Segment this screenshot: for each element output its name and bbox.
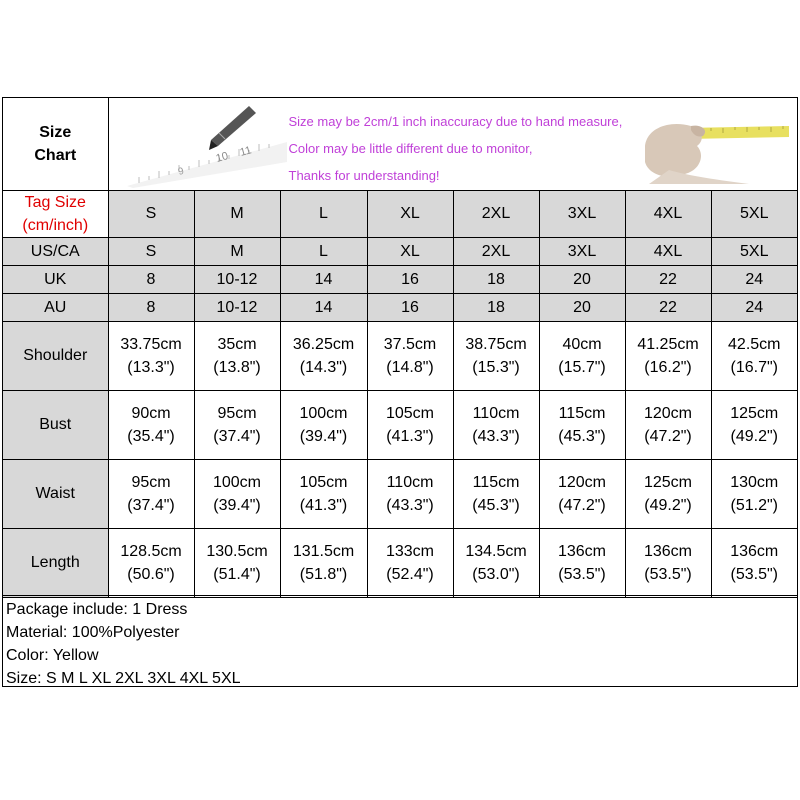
measurement-notes-banner xyxy=(108,98,797,190)
size-cell: 24 xyxy=(711,265,797,293)
measure-cell xyxy=(108,390,194,459)
measure-cell xyxy=(367,528,453,597)
size-cell: 20 xyxy=(539,293,625,321)
note-inaccuracy: Size may be 2cm/1 inch inaccuracy due to hand measure, xyxy=(288,114,623,129)
inch-value: (45.3") xyxy=(472,496,520,514)
size-list-text: Size: S M L XL 2XL 3XL 4XL 5XL xyxy=(6,670,241,687)
measure-cell xyxy=(280,459,367,528)
inch-value: (51.2") xyxy=(730,496,778,514)
inch-value: (41.3") xyxy=(386,427,434,445)
measure-cell xyxy=(453,459,539,528)
note-color: Color may be little different due to monitor, xyxy=(288,141,533,156)
cm-value: 133cm xyxy=(385,542,435,560)
inch-value: (49.2") xyxy=(644,496,692,514)
measure-cell xyxy=(280,390,367,459)
measure-cell xyxy=(280,321,367,390)
inch-value: (13.3") xyxy=(127,358,175,376)
cm-value: 110cm xyxy=(386,473,434,491)
measure-cell xyxy=(453,528,539,597)
measure-cell xyxy=(108,459,194,528)
size-cell: XL xyxy=(367,237,453,265)
region-row-au xyxy=(3,293,797,321)
measure-cell xyxy=(280,528,367,597)
package-include-text: Package include: 1 Dress xyxy=(6,601,188,618)
measurement-notes xyxy=(289,108,623,189)
measure-cell xyxy=(539,528,625,597)
cm-value: 136cm xyxy=(557,542,607,560)
inch-value: (47.2") xyxy=(558,496,606,514)
tag-size-label-line-2: (cm/inch) xyxy=(22,216,89,234)
size-cell: 22 xyxy=(625,265,711,293)
hand-measuring-tape-icon xyxy=(639,106,789,184)
measure-cell xyxy=(194,390,280,459)
measure-cell xyxy=(194,459,280,528)
size-cell: 5XL xyxy=(711,237,797,265)
size-cell: 3XL xyxy=(539,237,625,265)
inch-value: (53.5") xyxy=(558,565,606,583)
cm-value: 35cm xyxy=(217,335,257,353)
cm-value: 105cm xyxy=(299,473,348,491)
measure-cell xyxy=(453,390,539,459)
row-label: AU xyxy=(3,293,108,321)
measure-cell xyxy=(539,390,625,459)
cm-value: 90cm xyxy=(131,404,171,422)
cm-value: 120cm xyxy=(643,404,693,422)
inch-value: (37.4") xyxy=(127,496,175,514)
ruler-number-11: 11 xyxy=(238,144,253,159)
measure-cell xyxy=(711,321,797,390)
inch-value: (50.6") xyxy=(127,565,175,583)
cm-value: 95cm xyxy=(131,473,171,491)
row-label: Waist xyxy=(3,459,108,528)
measure-cell xyxy=(453,321,539,390)
measure-cell xyxy=(108,321,194,390)
cm-value: 36.25cm xyxy=(292,335,355,353)
cm-value: 131.5cm xyxy=(292,542,355,560)
measure-row-length xyxy=(3,528,797,597)
region-row-us-ca xyxy=(3,237,797,265)
inch-value: (39.4") xyxy=(213,496,261,514)
size-chart-sheet xyxy=(2,97,798,687)
cm-value: 130cm xyxy=(730,473,779,491)
row-label: Length xyxy=(3,528,108,597)
cm-value: 128.5cm xyxy=(120,542,182,560)
inch-value: (45.3") xyxy=(558,427,606,445)
inch-value: (13.8") xyxy=(213,358,261,376)
cm-value: 42.5cm xyxy=(728,335,781,353)
banner-row xyxy=(3,98,797,190)
cm-value: 40cm xyxy=(562,335,602,353)
tag-size-label xyxy=(3,190,108,237)
cm-value: 125cm xyxy=(730,404,779,422)
size-chart-title xyxy=(3,98,108,190)
measure-cell xyxy=(711,390,797,459)
cm-value: 115cm xyxy=(472,473,520,491)
row-label: Bust xyxy=(3,390,108,459)
inch-value: (47.2") xyxy=(644,427,692,445)
size-cell: 16 xyxy=(367,293,453,321)
size-cell: 18 xyxy=(453,265,539,293)
row-label: Shoulder xyxy=(3,321,108,390)
cm-value: 136cm xyxy=(730,542,779,560)
measure-cell xyxy=(194,528,280,597)
inch-value: (14.8") xyxy=(386,358,434,376)
ruler-number-10: 10 xyxy=(214,150,230,165)
size-cell: 24 xyxy=(711,293,797,321)
cm-value: 95cm xyxy=(217,404,257,422)
cm-value: 120cm xyxy=(557,473,607,491)
cm-value: 100cm xyxy=(212,473,262,491)
cm-value: 110cm xyxy=(472,404,520,422)
size-cell: 8 xyxy=(108,293,194,321)
inch-value: (16.7") xyxy=(730,358,778,376)
inch-value: (43.3") xyxy=(472,427,520,445)
measure-cell xyxy=(367,390,453,459)
pencil-ruler-icon xyxy=(119,102,289,188)
cm-value: 33.75cm xyxy=(120,335,182,353)
title-line-1: Size xyxy=(39,123,72,141)
tag-size-cell: 4XL xyxy=(625,190,711,237)
inch-value: (51.4") xyxy=(213,565,261,583)
tag-size-label-line-1: Tag Size xyxy=(24,193,86,211)
inch-value: (16.2") xyxy=(644,358,692,376)
row-label: US/CA xyxy=(3,237,108,265)
inch-value: (49.2") xyxy=(730,427,778,445)
size-cell: 10-12 xyxy=(194,293,280,321)
cm-value: 115cm xyxy=(558,404,606,422)
inch-value: (51.8") xyxy=(299,565,348,583)
measure-cell xyxy=(625,528,711,597)
size-cell: 16 xyxy=(367,265,453,293)
size-cell: 14 xyxy=(280,293,367,321)
size-cell: 18 xyxy=(453,293,539,321)
inch-value: (43.3") xyxy=(386,496,434,514)
note-thanks: Thanks for understanding! xyxy=(288,168,440,183)
measure-cell xyxy=(194,321,280,390)
cm-value: 130.5cm xyxy=(206,542,268,560)
tag-size-cell: 5XL xyxy=(711,190,797,237)
measure-row-waist xyxy=(3,459,797,528)
material-text: Material: 100%Polyester xyxy=(6,624,180,641)
inch-value: (39.4") xyxy=(299,427,348,445)
inch-value: (14.3") xyxy=(299,358,348,376)
size-chart-table xyxy=(3,98,797,598)
inch-value: (53.0") xyxy=(472,565,520,583)
measure-cell xyxy=(539,459,625,528)
inch-value: (15.3") xyxy=(472,358,520,376)
cm-value: 37.5cm xyxy=(383,335,437,353)
tag-size-cell: 3XL xyxy=(539,190,625,237)
measure-cell xyxy=(625,459,711,528)
ruler-number-9: 9 xyxy=(176,165,185,178)
size-cell: 8 xyxy=(108,265,194,293)
inch-value: (41.3") xyxy=(299,496,348,514)
size-cell: 2XL xyxy=(453,237,539,265)
tag-size-cell: 2XL xyxy=(453,190,539,237)
measure-cell xyxy=(625,321,711,390)
size-cell: 10-12 xyxy=(194,265,280,293)
measure-cell xyxy=(711,528,797,597)
tag-size-row xyxy=(3,190,797,237)
row-label: UK xyxy=(3,265,108,293)
size-cell: 20 xyxy=(539,265,625,293)
inch-value: (37.4") xyxy=(213,427,261,445)
measure-row-shoulder xyxy=(3,321,797,390)
measure-cell xyxy=(367,321,453,390)
cm-value: 100cm xyxy=(299,404,348,422)
inch-value: (15.7") xyxy=(558,358,606,376)
measure-cell xyxy=(539,321,625,390)
size-cell: M xyxy=(194,237,280,265)
tag-size-cell: XL xyxy=(367,190,453,237)
cm-value: 134.5cm xyxy=(465,542,527,560)
cm-value: 41.25cm xyxy=(637,335,699,353)
measure-cell xyxy=(711,459,797,528)
size-cell: 14 xyxy=(280,265,367,293)
cm-value: 38.75cm xyxy=(465,335,527,353)
tag-size-cell: M xyxy=(194,190,280,237)
inch-value: (52.4") xyxy=(386,565,434,583)
cm-value: 105cm xyxy=(385,404,435,422)
measure-cell xyxy=(108,528,194,597)
region-row-uk xyxy=(3,265,797,293)
measure-cell xyxy=(367,459,453,528)
inch-value: (53.5") xyxy=(644,565,692,583)
tag-size-cell: L xyxy=(280,190,367,237)
size-cell: 22 xyxy=(625,293,711,321)
size-cell: 4XL xyxy=(625,237,711,265)
tag-size-cell: S xyxy=(108,190,194,237)
inch-value: (53.5") xyxy=(730,565,778,583)
cm-value: 136cm xyxy=(643,542,693,560)
cm-value: 125cm xyxy=(643,473,693,491)
measure-cell xyxy=(625,390,711,459)
size-cell: S xyxy=(108,237,194,265)
measure-row-bust xyxy=(3,390,797,459)
inch-value: (35.4") xyxy=(127,427,175,445)
size-cell: L xyxy=(280,237,367,265)
color-text: Color: Yellow xyxy=(6,647,99,664)
title-line-2: Chart xyxy=(34,146,77,164)
product-info-block xyxy=(3,595,797,686)
